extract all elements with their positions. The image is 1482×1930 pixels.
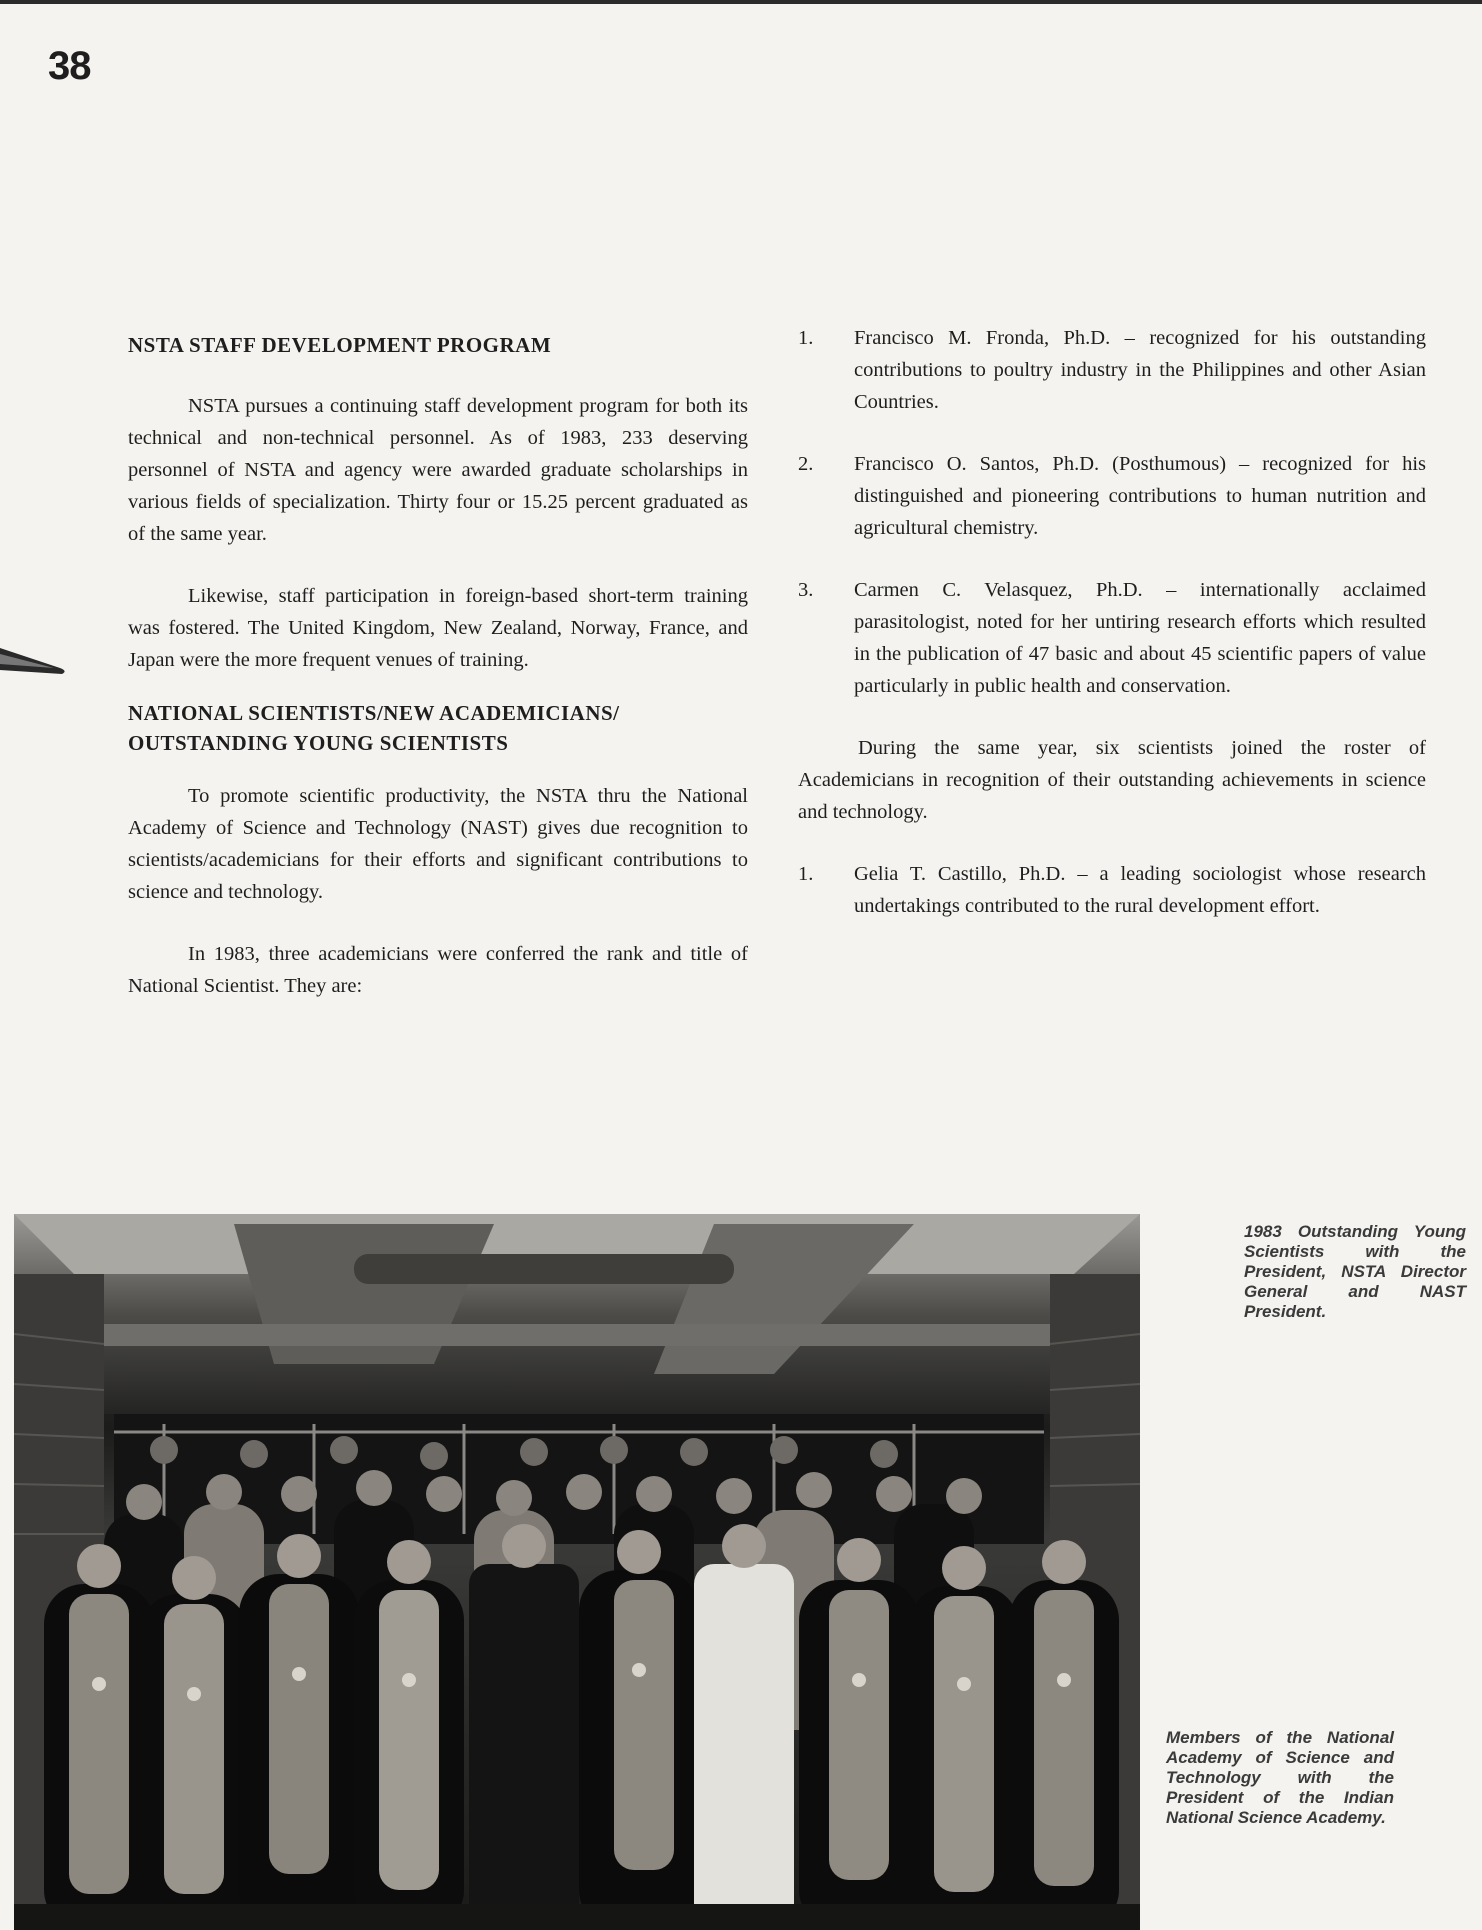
item-number: 1. — [798, 863, 814, 885]
right-column — [798, 322, 1426, 922]
national-scientist-item — [798, 574, 1426, 702]
national-scientists-paragraph-1: To promote scientific productivity, the NSTA thru the National Academy of Science and Technology (NAST) gives due recognition to scientists/academicians for their efforts and significant contributions to science and technology. — [128, 785, 748, 903]
national-scientists-heading-line-2: OUTSTANDING YOUNG SCIENTISTS — [128, 731, 509, 755]
paper-clip-mark — [0, 640, 70, 680]
item-number: 2. — [798, 453, 814, 475]
item-number: 3. — [798, 579, 814, 601]
page-number: 38 — [48, 44, 91, 88]
national-scientists-paragraph-2: In 1983, three academicians were conferred the rank and title of National Scientist. They are: — [128, 943, 748, 997]
top-rule — [0, 0, 1482, 4]
item-number: 1. — [798, 327, 814, 349]
left-column — [128, 330, 748, 1002]
national-scientist-item — [798, 448, 1426, 544]
photo-caption-top: 1983 Outstanding Young Scientists with the President, NSTA Director General and NAST President. — [1244, 1222, 1466, 1321]
item-text: Gelia T. Castillo, Ph.D. – a leading sociologist whose research undertakings contributed to the rural development effort. — [854, 863, 1426, 917]
national-scientists-heading-line-1: NATIONAL SCIENTISTS/NEW ACADEMICIANS/ — [128, 701, 620, 725]
staff-development-heading: NSTA STAFF DEVELOPMENT PROGRAM — [128, 333, 552, 357]
item-text: Francisco O. Santos, Ph.D. (Posthumous) – recognized for his distinguished and pioneering contributions to human nutrition and agricultural chemistry. — [854, 453, 1426, 539]
photo-caption-bottom: Members of the National Academy of Science and Technology with the President of the Indian National Science Academy. — [1166, 1728, 1394, 1827]
national-scientist-item — [798, 322, 1426, 418]
academicians-intro-paragraph: During the same year, six scientists joined the roster of Academicians in recognition of their outstanding achievements in science and technology. — [798, 737, 1426, 823]
group-photo — [14, 1214, 1140, 1930]
academician-item — [798, 858, 1426, 922]
item-text: Francisco M. Fronda, Ph.D. – recognized for his outstanding contributions to poultry industry in the Philippines and other Asian Countries. — [854, 327, 1426, 413]
item-text: Carmen C. Velasquez, Ph.D. – internationally acclaimed parasitologist, noted for her untiring research efforts which resulted in the publication of 47 basic and about 45 scientific papers of value particularly in public health and conservation. — [854, 579, 1426, 697]
staff-development-paragraph-2: Likewise, staff participation in foreign-based short-term training was fostered. The United Kingdom, New Zealand, Norway, France, and Japan were the more frequent venues of training. — [128, 585, 748, 671]
staff-development-paragraph-1: NSTA pursues a continuing staff development program for both its technical and non-technical personnel. As of 1983, 233 deserving personnel of NSTA and agency were awarded graduate scholarships in various fields of specialization. Thirty four or 15.25 percent graduated as of the same year. — [128, 395, 748, 545]
group-photo-illustration — [14, 1214, 1140, 1930]
